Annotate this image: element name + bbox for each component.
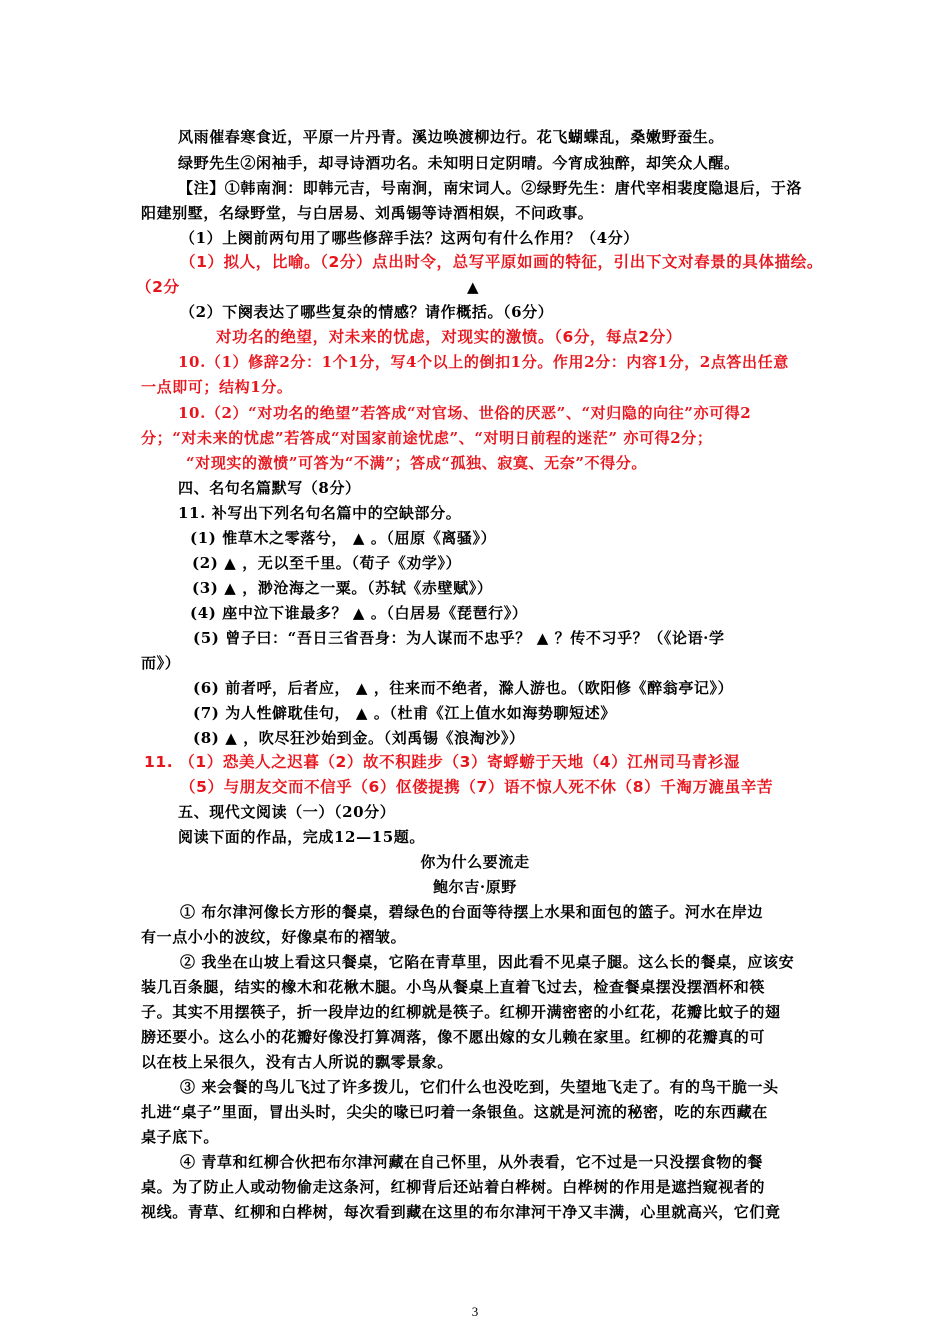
scoring-note-5: “对现实的激愤”可答为“不满”；答成“孤独、寂寞、无奈”不得分。 [186,454,647,472]
para-3-line-3: 桌子底下。 [141,1128,220,1146]
note-line-2: 阳建别墅，名绿野堂，与白居易、刘禹锡等诗酒相娱，不问政事。 [141,204,594,222]
fill-item-4: (4) 座中泣下谁最多？ ▲ 。（白居易《琵琶行》） [190,604,528,622]
answer-11-line-1: 11. （1）恐美人之迟暮（2）故不积跬步（3）寄蜉蝣于天地（4）江州司马青衫湿 [144,753,740,771]
article-title: 你为什么要流走 [420,853,530,871]
para-4-line-2: 桌。为了防止人或动物偷走这条河，红柳背后还站着白桦树。白桦树的作用是遮挡窥视者的 [141,1178,766,1196]
para-3-line-1: ③ 来会餐的鸟儿飞过了许多拨儿，它们什么也没吃到，失望地飞走了。有的鸟干脆一头 [180,1078,779,1096]
reading-instruction: 阅读下面的作品，完成12—15题。 [178,828,425,846]
para-1-line-1: ① 布尔津河像长方形的餐桌，碧绿色的台面等待摆上水果和面包的篮子。河水在岸边 [180,903,764,921]
answer-2: 对功名的绝望，对未来的忧虑，对现实的激愤。（6分，每点2分） [216,328,682,346]
fill-item-5-cont: 而》） [141,654,181,672]
para-1-line-2: 有一点小小的波纹，好像桌布的褶皱。 [141,928,407,946]
para-2-line-5: 以在枝上呆很久，没有古人所说的飘零景象。 [141,1053,454,1071]
note-line-1: 【注】①韩南涧：即韩元吉，号南涧，南宋词人。②绿野先生：唐代宰相裴度隐退后，于洛 [178,179,803,197]
question-11: 11. 补写出下列名句名篇中的空缺部分。 [178,504,462,522]
para-2-line-3: 子。其实不用摆筷子，折一段岸边的红柳就是筷子。红柳开满密密的小红花，花瓣比蚊子的翅 [141,1003,781,1021]
scoring-note-3: 10.（2）“对功名的绝望”若答成“对官场、世俗的厌恶”、“对归隐的向往”亦可得2 [178,404,752,422]
fill-item-1: (1) 惟草木之零落兮， ▲ 。（屈原《离骚》） [190,529,497,547]
fill-item-5: (5) 曾子曰：“吾日三省吾身：为人谋而不忠乎？ ▲ ？传不习乎？（《论语·学 [193,629,725,647]
section-4-heading: 四、名句名篇默写（8分） [178,479,361,497]
article-author: 鲍尔吉·原野 [433,878,517,896]
question-1: （1）上阕前两句用了哪些修辞手法？这两句有什么作用？（4分） [180,229,639,247]
fill-item-6: (6) 前者呼，后者应， ▲ ，往来而不绝者，滁人游也。（欧阳修《醉翁亭记》） [193,679,734,697]
fill-item-7: (7) 为人性僻耽佳句， ▲ 。（杜甫《江上值水如海势聊短述》 [193,704,616,722]
fill-item-3: (3) ▲ ，渺沧海之一粟。（苏轼《赤壁赋》） [192,579,493,597]
para-3-line-2: 扎进“桌子”里面，冒出头时，尖尖的喙已叼着一条银鱼。这就是河流的秘密，吃的东西藏在 [141,1103,768,1121]
question-2: （2）下阕表达了哪些复杂的情感？请作概括。（6分） [180,303,554,321]
scoring-note-4: 分；“对未来的忧虑”若答成“对国家前途忧虑”、“对明日前程的迷茫” 亦可得2分； [141,429,713,447]
answer-1-line-2: （2分 [136,278,180,296]
scoring-note-1: 10.（1）修辞2分：1个1分，写4个以上的倒扣1分。作用2分：内容1分，2点答出任意 [178,353,789,371]
fill-item-2: (2) ▲ ，无以至千里。（荀子《劝学》） [192,554,462,572]
blank-marker: ▲ [467,278,480,296]
page-number: 3 [471,1304,479,1319]
fill-item-8: (8) ▲ ，吹尽狂沙始到金。（刘禹锡《浪淘沙》） [193,729,525,747]
answer-11-line-2: （5）与朋友交而不信乎（6）伛偻提携（7）语不惊人死不休（8）千淘万漉虽辛苦 [180,778,773,796]
para-2-line-2: 装几百条腿，结实的橡木和花楸木腿。小鸟从餐桌上直着飞过去，检查餐桌摆没摆酒杯和筷 [141,978,766,996]
para-4-line-1: ④ 青草和红柳合伙把布尔津河藏在自己怀里，从外表看，它不过是一只没摆食物的餐 [180,1153,764,1171]
scoring-note-2: 一点即可；结构1分。 [141,378,293,396]
poem-line-1: 风雨催春寒食近，平原一片丹青。溪边唤渡柳边行。花飞蝴蝶乱，桑嫩野蚕生。 [178,128,725,146]
poem-line-2: 绿野先生②闲袖手，却寻诗酒功名。未知明日定阴晴。今宵成独醉，却笑众人醒。 [178,154,740,172]
section-5-heading: 五、现代文阅读（一）（20分） [178,803,396,821]
para-2-line-1: ② 我坐在山坡上看这只餐桌，它陷在青草里，因此看不见桌子腿。这么长的餐桌，应该安 [180,953,795,971]
para-4-line-3: 视线。青草、红柳和白桦树，每次看到藏在这里的布尔津河干净又丰满，心里就高兴，它们竟 [141,1203,781,1221]
answer-1-line-1: （1）拟人，比喻。（2分）点出时令，总写平原如画的特征，引出下文对春景的具体描绘。 [180,253,823,271]
para-2-line-4: 膀还要小。这么小的花瓣好像没打算凋落，像不愿出嫁的女儿赖在家里。红柳的花瓣真的可 [141,1028,766,1046]
